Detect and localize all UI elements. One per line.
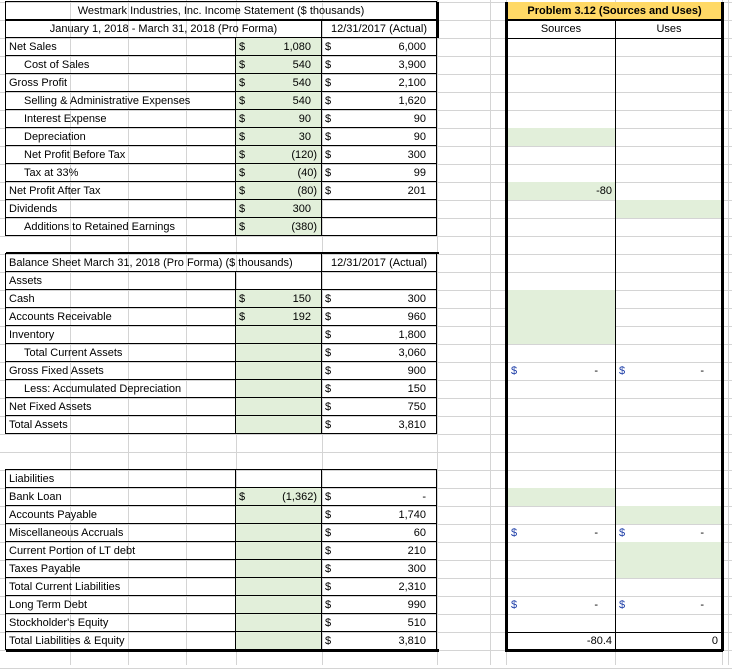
pro-forma-cell[interactable] xyxy=(235,55,322,74)
actual-cell[interactable] xyxy=(321,379,437,398)
total-sources-cell[interactable]: -80.4 xyxy=(586,635,612,647)
cell-value: 60 xyxy=(413,527,426,539)
row-label: Gross Profit xyxy=(5,73,236,92)
cell-value: 1,740 xyxy=(398,509,426,521)
sources-net-profit-cell[interactable]: -80 xyxy=(508,182,616,200)
actual-cell[interactable] xyxy=(321,127,437,146)
row-label: Current Portion of LT debt xyxy=(5,541,236,560)
row-label: Net Fixed Assets xyxy=(5,397,236,416)
actual-cell[interactable] xyxy=(321,199,437,218)
pro-forma-input-cell[interactable] xyxy=(235,631,322,650)
row-label: Taxes Payable xyxy=(5,559,236,578)
actual-cell[interactable] xyxy=(321,541,437,560)
row-label: Miscellaneous Accruals xyxy=(5,523,236,542)
table-border xyxy=(505,649,723,652)
cell-value: (40) xyxy=(297,167,317,179)
cell-value: - xyxy=(422,491,426,503)
pro-forma-input-cell[interactable] xyxy=(235,523,322,542)
row-label: Cost of Sales xyxy=(5,55,236,74)
pro-forma-input-cell[interactable] xyxy=(235,541,322,560)
currency-symbol: $ xyxy=(239,293,246,305)
currency-symbol: $ xyxy=(325,59,332,71)
cell-value: 201 xyxy=(407,185,426,197)
currency-symbol: $ xyxy=(325,401,332,413)
uses-cell[interactable] xyxy=(616,596,722,614)
actual-cell[interactable] xyxy=(321,289,437,308)
cell-value: 540 xyxy=(292,77,311,89)
row-label: Total Current Assets xyxy=(5,343,236,362)
pro-forma-input-cell[interactable] xyxy=(235,613,322,632)
row-label: Bank Loan xyxy=(5,487,236,506)
cell-value: 3,900 xyxy=(398,59,426,71)
row-label: Long Term Debt xyxy=(5,595,236,614)
cell-value: 1,800 xyxy=(398,329,426,341)
currency-symbol: $ xyxy=(325,311,332,323)
actual-cell[interactable] xyxy=(321,145,437,164)
gridline xyxy=(0,434,732,435)
pro-forma-cell[interactable] xyxy=(235,109,322,128)
sources-cell[interactable] xyxy=(508,524,616,542)
actual-cell[interactable] xyxy=(321,55,437,74)
currency-symbol: $ xyxy=(239,131,246,143)
actual-cell[interactable] xyxy=(321,487,437,506)
row-label: Total Assets xyxy=(5,415,236,434)
gridline xyxy=(728,0,729,665)
actual-cell[interactable] xyxy=(321,163,437,182)
cell-value: (380) xyxy=(291,221,317,233)
cell-value: 300 xyxy=(407,149,426,161)
dash-value: - xyxy=(700,527,704,539)
actual-header: 12/31/2017 (Actual) xyxy=(321,19,437,38)
cell-value: 900 xyxy=(407,365,426,377)
row-label: Accounts Receivable xyxy=(5,307,236,326)
uses-input-cell[interactable] xyxy=(616,542,722,560)
cell-value: 1,080 xyxy=(283,41,311,53)
currency-symbol: $ xyxy=(325,419,332,431)
dash-value: - xyxy=(594,365,598,377)
pro-forma-cell[interactable] xyxy=(235,163,322,182)
dash-value: - xyxy=(594,527,598,539)
uses-cell[interactable] xyxy=(616,524,722,542)
cell-value: 300 xyxy=(407,563,426,575)
uses-header: Uses xyxy=(656,23,682,35)
cell-value: 3,810 xyxy=(398,419,426,431)
table-border xyxy=(506,632,722,633)
sources-header: Sources xyxy=(540,23,582,35)
pro-forma-cell[interactable] xyxy=(235,487,322,506)
gridline xyxy=(0,236,732,237)
pro-forma-input-cell[interactable] xyxy=(235,559,322,578)
balance-sheet-title: Balance Sheet March 31, 2018 (Pro Forma) ($ thousands) xyxy=(5,253,322,272)
currency-symbol: $ xyxy=(239,149,246,161)
uses-input-cell[interactable] xyxy=(616,200,722,218)
uses-input-cell[interactable] xyxy=(616,560,722,578)
currency-symbol: $ xyxy=(239,221,246,233)
actual-cell[interactable] xyxy=(321,73,437,92)
currency-symbol: $ xyxy=(619,527,626,539)
cell-value: 210 xyxy=(407,545,426,557)
row-label: Total Current Liabilities xyxy=(5,577,236,596)
currency-symbol: $ xyxy=(239,311,246,323)
period-header: January 1, 2018 - March 31, 2018 (Pro Forma) xyxy=(5,19,322,38)
actual-cell[interactable] xyxy=(321,595,437,614)
currency-symbol: $ xyxy=(325,599,332,611)
actual-cell[interactable] xyxy=(321,415,437,434)
currency-symbol: $ xyxy=(325,131,332,143)
row-label: Gross Fixed Assets xyxy=(5,361,236,380)
cell-value: 150 xyxy=(407,383,426,395)
actual-cell[interactable] xyxy=(321,505,437,524)
empty-cell[interactable] xyxy=(321,469,437,488)
currency-symbol: $ xyxy=(619,365,626,377)
cell-value: 2,100 xyxy=(398,77,426,89)
sources-input-cell[interactable] xyxy=(508,290,616,308)
currency-symbol: $ xyxy=(239,113,246,125)
currency-symbol: $ xyxy=(619,599,626,611)
table-border xyxy=(6,252,439,254)
cell-value: 1,620 xyxy=(398,95,426,107)
pro-forma-input-cell[interactable] xyxy=(235,595,322,614)
empty-cell[interactable] xyxy=(321,271,437,290)
currency-symbol: $ xyxy=(511,365,518,377)
row-label: Total Liabilities & Equity xyxy=(5,631,236,650)
cell-value: 30 xyxy=(298,131,311,143)
cell-value: 540 xyxy=(292,59,311,71)
row-label: Tax at 33% xyxy=(5,163,236,182)
currency-symbol: $ xyxy=(325,581,332,593)
cell-value: 99 xyxy=(413,167,426,179)
table-border xyxy=(721,2,724,651)
actual-cell[interactable] xyxy=(321,109,437,128)
total-uses-cell[interactable]: 0 xyxy=(711,635,718,647)
cell-value: 192 xyxy=(292,311,311,323)
row-label: Accounts Payable xyxy=(5,505,236,524)
table-border xyxy=(505,2,508,651)
currency-symbol: $ xyxy=(325,383,332,395)
row-label: Additions to Retained Earnings xyxy=(5,217,236,236)
actual-cell[interactable] xyxy=(321,343,437,362)
cell-value: 540 xyxy=(292,95,311,107)
sources-input-cell[interactable] xyxy=(508,488,616,506)
pro-forma-cell[interactable] xyxy=(235,127,322,146)
row-label: Cash xyxy=(5,289,236,308)
dash-value: - xyxy=(700,599,704,611)
actual-header: 12/31/2017 (Actual) xyxy=(321,253,437,272)
actual-cell[interactable] xyxy=(321,361,437,380)
pro-forma-cell[interactable] xyxy=(235,289,322,308)
currency-symbol: $ xyxy=(325,563,332,575)
currency-symbol: $ xyxy=(239,167,246,179)
currency-symbol: $ xyxy=(239,77,246,89)
pro-forma-input-cell[interactable] xyxy=(235,397,322,416)
cell-value: 2,310 xyxy=(398,581,426,593)
currency-symbol: $ xyxy=(325,347,332,359)
cell-value: 300 xyxy=(407,293,426,305)
row-label: Depreciation xyxy=(5,127,236,146)
currency-symbol: $ xyxy=(511,599,518,611)
dash-value: - xyxy=(700,365,704,377)
cell-value: 750 xyxy=(407,401,426,413)
cell-value: 300 xyxy=(292,203,311,215)
cell-value: 90 xyxy=(413,131,426,143)
currency-symbol: $ xyxy=(325,527,332,539)
cell-value: 3,060 xyxy=(398,347,426,359)
actual-cell[interactable] xyxy=(321,325,437,344)
currency-symbol: $ xyxy=(239,491,246,503)
sources-cell[interactable] xyxy=(508,596,616,614)
pro-forma-input-cell[interactable] xyxy=(235,505,322,524)
gridline xyxy=(490,0,491,665)
currency-symbol: $ xyxy=(239,203,246,215)
table-border xyxy=(506,19,722,21)
currency-symbol: $ xyxy=(325,617,332,629)
row-label: Stockholder's Equity xyxy=(5,613,236,632)
sources-cell[interactable] xyxy=(508,362,616,380)
currency-symbol: $ xyxy=(325,41,332,53)
gridline xyxy=(437,0,438,665)
actual-cell[interactable] xyxy=(321,181,437,200)
currency-symbol: $ xyxy=(239,59,246,71)
pro-forma-cell[interactable] xyxy=(235,217,322,236)
cell-value: 90 xyxy=(298,113,311,125)
currency-symbol: $ xyxy=(325,509,332,521)
pro-forma-input-cell[interactable] xyxy=(235,379,322,398)
cell-value: 960 xyxy=(407,311,426,323)
dash-value: - xyxy=(594,599,598,611)
actual-cell[interactable] xyxy=(321,559,437,578)
row-label: Inventory xyxy=(5,325,236,344)
empty-cell[interactable] xyxy=(235,469,322,488)
empty-cell[interactable] xyxy=(235,271,322,290)
currency-symbol: $ xyxy=(325,167,332,179)
currency-symbol: $ xyxy=(325,293,332,305)
cell-value: 3,810 xyxy=(398,635,426,647)
currency-symbol: $ xyxy=(325,545,332,557)
actual-cell[interactable] xyxy=(321,91,437,110)
cell-value: (80) xyxy=(297,185,317,197)
assets-label: Assets xyxy=(5,271,236,290)
sources-input-cell[interactable] xyxy=(508,308,616,326)
actual-cell[interactable] xyxy=(321,631,437,650)
sources-input-cell[interactable] xyxy=(508,326,616,344)
income-statement-title: Westmark Industries, Inc. Income Statement ($ thousands) xyxy=(5,1,437,20)
row-label: Dividends xyxy=(5,199,236,218)
uses-cell[interactable] xyxy=(616,362,722,380)
pro-forma-input-cell[interactable] xyxy=(235,343,322,362)
cell-value: 510 xyxy=(407,617,426,629)
table-border xyxy=(506,38,722,39)
row-label: Net Sales xyxy=(5,37,236,56)
pro-forma-cell[interactable] xyxy=(235,199,322,218)
uses-input-cell[interactable] xyxy=(616,506,722,524)
row-label: Selling & Administrative Expenses xyxy=(5,91,236,110)
pro-forma-cell[interactable] xyxy=(235,37,322,56)
cell-value: 90 xyxy=(413,113,426,125)
pro-forma-cell[interactable] xyxy=(235,91,322,110)
currency-symbol: $ xyxy=(239,95,246,107)
pro-forma-input-cell[interactable] xyxy=(235,577,322,596)
table-border xyxy=(615,20,616,650)
sources-uses-title: Problem 3.12 (Sources and Uses) xyxy=(506,2,723,20)
actual-cell[interactable] xyxy=(321,397,437,416)
currency-symbol: $ xyxy=(325,113,332,125)
gridline xyxy=(0,452,732,453)
actual-cell[interactable] xyxy=(321,307,437,326)
cell-value: (120) xyxy=(291,149,317,161)
cell-value: 150 xyxy=(292,293,311,305)
actual-cell[interactable] xyxy=(321,37,437,56)
row-label: Net Profit Before Tax xyxy=(5,145,236,164)
pro-forma-input-cell[interactable] xyxy=(235,325,322,344)
currency-symbol: $ xyxy=(325,185,332,197)
actual-cell[interactable] xyxy=(321,577,437,596)
currency-symbol: $ xyxy=(325,95,332,107)
cell-value: 6,000 xyxy=(398,41,426,53)
currency-symbol: $ xyxy=(325,329,332,341)
pro-forma-cell[interactable] xyxy=(235,145,322,164)
currency-symbol: $ xyxy=(239,41,246,53)
cell-value: (1,362) xyxy=(282,491,317,503)
actual-cell[interactable] xyxy=(321,523,437,542)
currency-symbol: $ xyxy=(239,185,246,197)
actual-cell[interactable] xyxy=(321,613,437,632)
pro-forma-input-cell[interactable] xyxy=(235,415,322,434)
pro-forma-input-cell[interactable] xyxy=(235,361,322,380)
currency-symbol: $ xyxy=(325,77,332,89)
actual-cell[interactable] xyxy=(321,217,437,236)
currency-symbol: $ xyxy=(325,635,332,647)
liabilities-label: Liabilities xyxy=(5,469,236,488)
table-border xyxy=(6,19,437,21)
pro-forma-cell[interactable] xyxy=(235,181,322,200)
pro-forma-cell[interactable] xyxy=(235,307,322,326)
sources-input-cell[interactable] xyxy=(508,128,616,146)
row-label: Interest Expense xyxy=(5,109,236,128)
cell-value: 990 xyxy=(407,599,426,611)
pro-forma-cell[interactable] xyxy=(235,73,322,92)
currency-symbol: $ xyxy=(325,365,332,377)
currency-symbol: $ xyxy=(325,149,332,161)
row-label: Less: Accumulated Depreciation xyxy=(5,379,236,398)
currency-symbol: $ xyxy=(511,527,518,539)
table-border xyxy=(6,649,439,652)
row-label: Net Profit After Tax xyxy=(5,181,236,200)
currency-symbol: $ xyxy=(325,491,332,503)
